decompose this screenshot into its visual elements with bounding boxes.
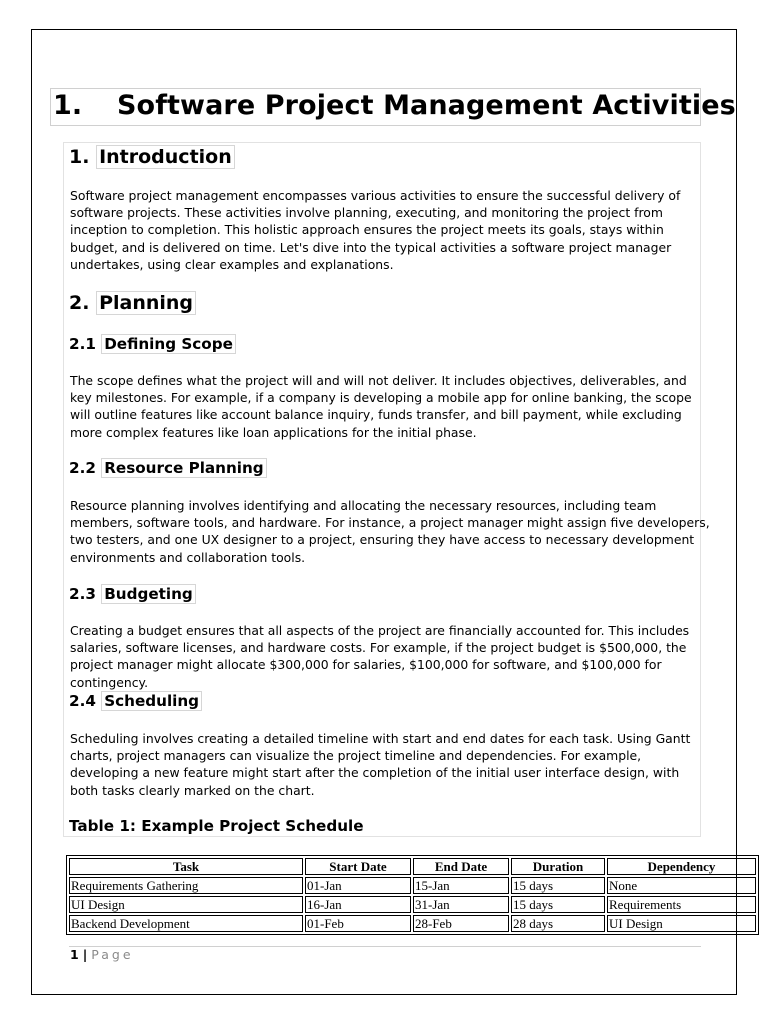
heading-text: Planning — [96, 291, 196, 315]
title-text: Software Project Management Activities — [117, 90, 736, 121]
footer-separator: | — [82, 947, 88, 962]
table-row — [69, 877, 756, 894]
column-header-task: Task — [69, 858, 303, 875]
table-cell: 01-Jan — [305, 877, 411, 894]
heading-introduction — [69, 146, 235, 168]
table-cell: None — [607, 877, 756, 894]
intro-paragraph: Software project management encompasses various activities to ensure the successful delivery of software projects. These activities involve planning, executing, and monitoring the project from inception to completion. This holistic approach ensures the project meets its goals, stays within budget, and is delivered on time. Let's dive into the typical activities a software project manager undertakes, using clear examples and explanations. — [70, 188, 681, 272]
table-cell: 31-Jan — [413, 896, 509, 913]
table-cell: 15 days — [511, 896, 605, 913]
heading-text: Defining Scope — [101, 334, 236, 354]
column-header-dependency: Dependency — [607, 858, 756, 875]
table-cell: Requirements Gathering — [69, 877, 303, 894]
heading-number: 2.2 — [69, 459, 96, 477]
table-row — [69, 915, 756, 932]
page-footer — [70, 947, 134, 962]
table-cell: 01-Feb — [305, 915, 411, 932]
table-cell: 28-Feb — [413, 915, 509, 932]
heading-budgeting — [69, 585, 196, 603]
table-cell: Requirements — [607, 896, 756, 913]
table-cell: 15 days — [511, 877, 605, 894]
heading-text: Resource Planning — [101, 458, 266, 478]
heading-number: 2.4 — [69, 692, 96, 710]
scheduling-paragraph: Scheduling involves creating a detailed timeline with start and end dates for each task. Using Gantt charts, project managers can visualize the project timeline and dependencies. For example, developing a new feature might start after the completion of the initial user interface design, with both tasks clearly marked on the chart. — [70, 731, 691, 798]
heading-number: 2.3 — [69, 585, 96, 603]
table-header-row — [69, 858, 756, 875]
page-number: 1 — [70, 947, 79, 962]
table-cell: UI Design — [69, 896, 303, 913]
column-header-duration: Duration — [511, 858, 605, 875]
table-row — [69, 896, 756, 913]
heading-number: 1. — [69, 146, 90, 168]
column-header-end-date: End Date — [413, 858, 509, 875]
heading-number: 2. — [69, 292, 90, 314]
heading-text: Budgeting — [101, 584, 196, 604]
heading-planning — [69, 292, 196, 314]
resource-paragraph: Resource planning involves identifying and allocating the necessary resources, including team members, software tools, and hardware. For instance, a project manager might assign five developers, two testers, and one UX designer to a project, ensuring they have access to necessary development environments and collaboration tools. — [70, 498, 710, 565]
heading-scheduling — [69, 692, 202, 710]
table-cell: 16-Jan — [305, 896, 411, 913]
table-cell: Backend Development — [69, 915, 303, 932]
heading-resource-planning — [69, 459, 267, 477]
schedule-table — [66, 855, 759, 935]
footer-divider — [69, 946, 701, 947]
column-header-start-date: Start Date — [305, 858, 411, 875]
heading-number: 2.1 — [69, 335, 96, 353]
scope-paragraph: The scope defines what the project will and will not deliver. It includes objectives, deliverables, and key milestones. For example, if a company is developing a mobile app for online banking, the scope will outline features like account balance inquiry, funds transfer, and bill payment, while excluding more complex features like loan applications for the initial phase. — [70, 373, 692, 440]
budget-paragraph: Creating a budget ensures that all aspects of the project are financially accounted for. This includes salaries, software licenses, and hardware costs. For example, if the project budget is $500,000, the project manager might allocate $300,000 for salaries, $100,000 for software, and $100,000 for contingency. — [70, 623, 690, 690]
heading-text: Scheduling — [101, 691, 202, 711]
page-label: Page — [91, 947, 134, 962]
heading-defining-scope — [69, 335, 236, 353]
heading-text: Introduction — [96, 145, 235, 169]
title-number: 1. — [53, 90, 83, 121]
table-cell: 15-Jan — [413, 877, 509, 894]
document-title — [53, 90, 736, 121]
table-title: Table 1: Example Project Schedule — [69, 817, 364, 835]
table-cell: UI Design — [607, 915, 756, 932]
table-cell: 28 days — [511, 915, 605, 932]
